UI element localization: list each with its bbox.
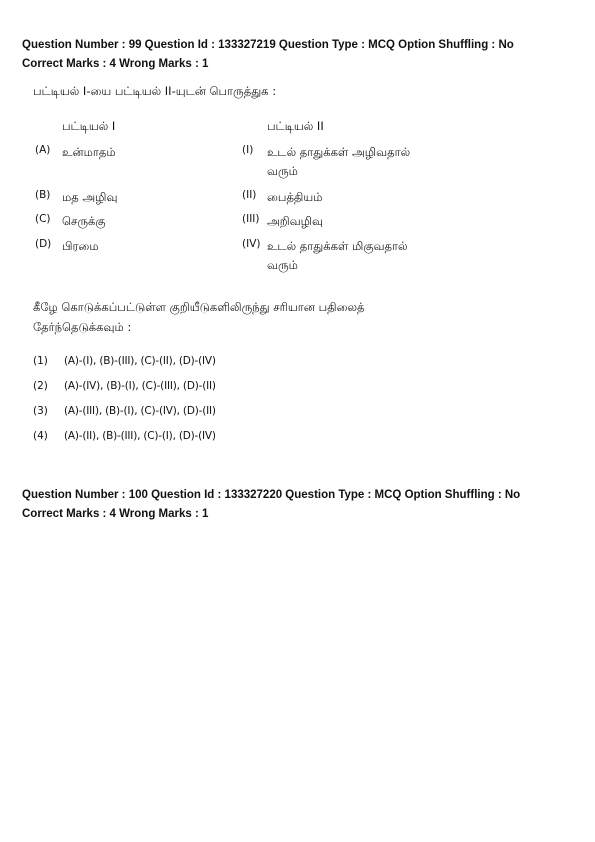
list2-item-text: பைத்தியம்: [267, 190, 323, 204]
answer-prompt-cont: தேர்ந்தெடுக்கவும் :: [33, 320, 132, 334]
option-number: (1): [33, 355, 48, 367]
list2-item-text-cont: வரும்: [267, 164, 298, 178]
list2-item-label: (III): [242, 213, 260, 225]
question-99-marks: Correct Marks : 4 Wrong Marks : 1: [22, 58, 209, 70]
list2-item-label: (I): [242, 144, 254, 156]
list2-item-text: உடல் தாதுக்கள் மிகுவதால்: [267, 239, 408, 253]
list1-item-text: மத அழிவு: [62, 190, 118, 204]
list2-item-label: (II): [242, 189, 257, 201]
list1-title: பட்டியல் I: [62, 119, 116, 133]
list2-item-text: அறிவழிவு: [267, 214, 324, 228]
list1-item-label: (A): [35, 144, 51, 156]
list2-item-text-cont: வரும்: [267, 258, 298, 272]
option-text: (A)-(II), (B)-(III), (C)-(I), (D)-(IV): [64, 430, 216, 442]
list1-item-label: (D): [35, 238, 52, 250]
list1-item-label: (B): [35, 189, 51, 201]
answer-prompt: கீழே கொடுக்கப்பட்டுள்ள குறியீடுகளிலிருந்து சரியான பதிலைத்: [33, 300, 365, 314]
match-instruction: பட்டியல் I-யை பட்டியல் II-யுடன் பொருத்துக :: [33, 84, 277, 98]
list2-title: பட்டியல் II: [267, 119, 324, 133]
list1-item-text: உன்மாதம்: [62, 145, 116, 159]
question-100-header: [22, 486, 520, 524]
option-number: (4): [33, 430, 48, 442]
question-99-meta: Question Number : 99 Question Id : 133327219 Question Type : MCQ Option Shuffling : No: [22, 39, 514, 51]
option-text: (A)-(IV), (B)-(I), (C)-(III), (D)-(II): [64, 380, 216, 392]
list2-item-label: (IV): [242, 238, 261, 250]
question-99-header: [22, 36, 514, 74]
list2-item-text: உடல் தாதுக்கள் அழிவதால்: [267, 145, 411, 159]
list1-item-label: (C): [35, 213, 51, 225]
option-number: (2): [33, 380, 48, 392]
question-100-marks: Correct Marks : 4 Wrong Marks : 1: [22, 508, 209, 520]
list1-item-text: பிரமை: [62, 239, 99, 253]
option-text: (A)-(III), (B)-(I), (C)-(IV), (D)-(II): [64, 405, 216, 417]
list1-item-text: செருக்கு: [62, 214, 106, 228]
option-number: (3): [33, 405, 48, 417]
question-100-meta: Question Number : 100 Question Id : 133327220 Question Type : MCQ Option Shuffling : No: [22, 489, 521, 501]
option-text: (A)-(I), (B)-(III), (C)-(II), (D)-(IV): [64, 355, 216, 367]
